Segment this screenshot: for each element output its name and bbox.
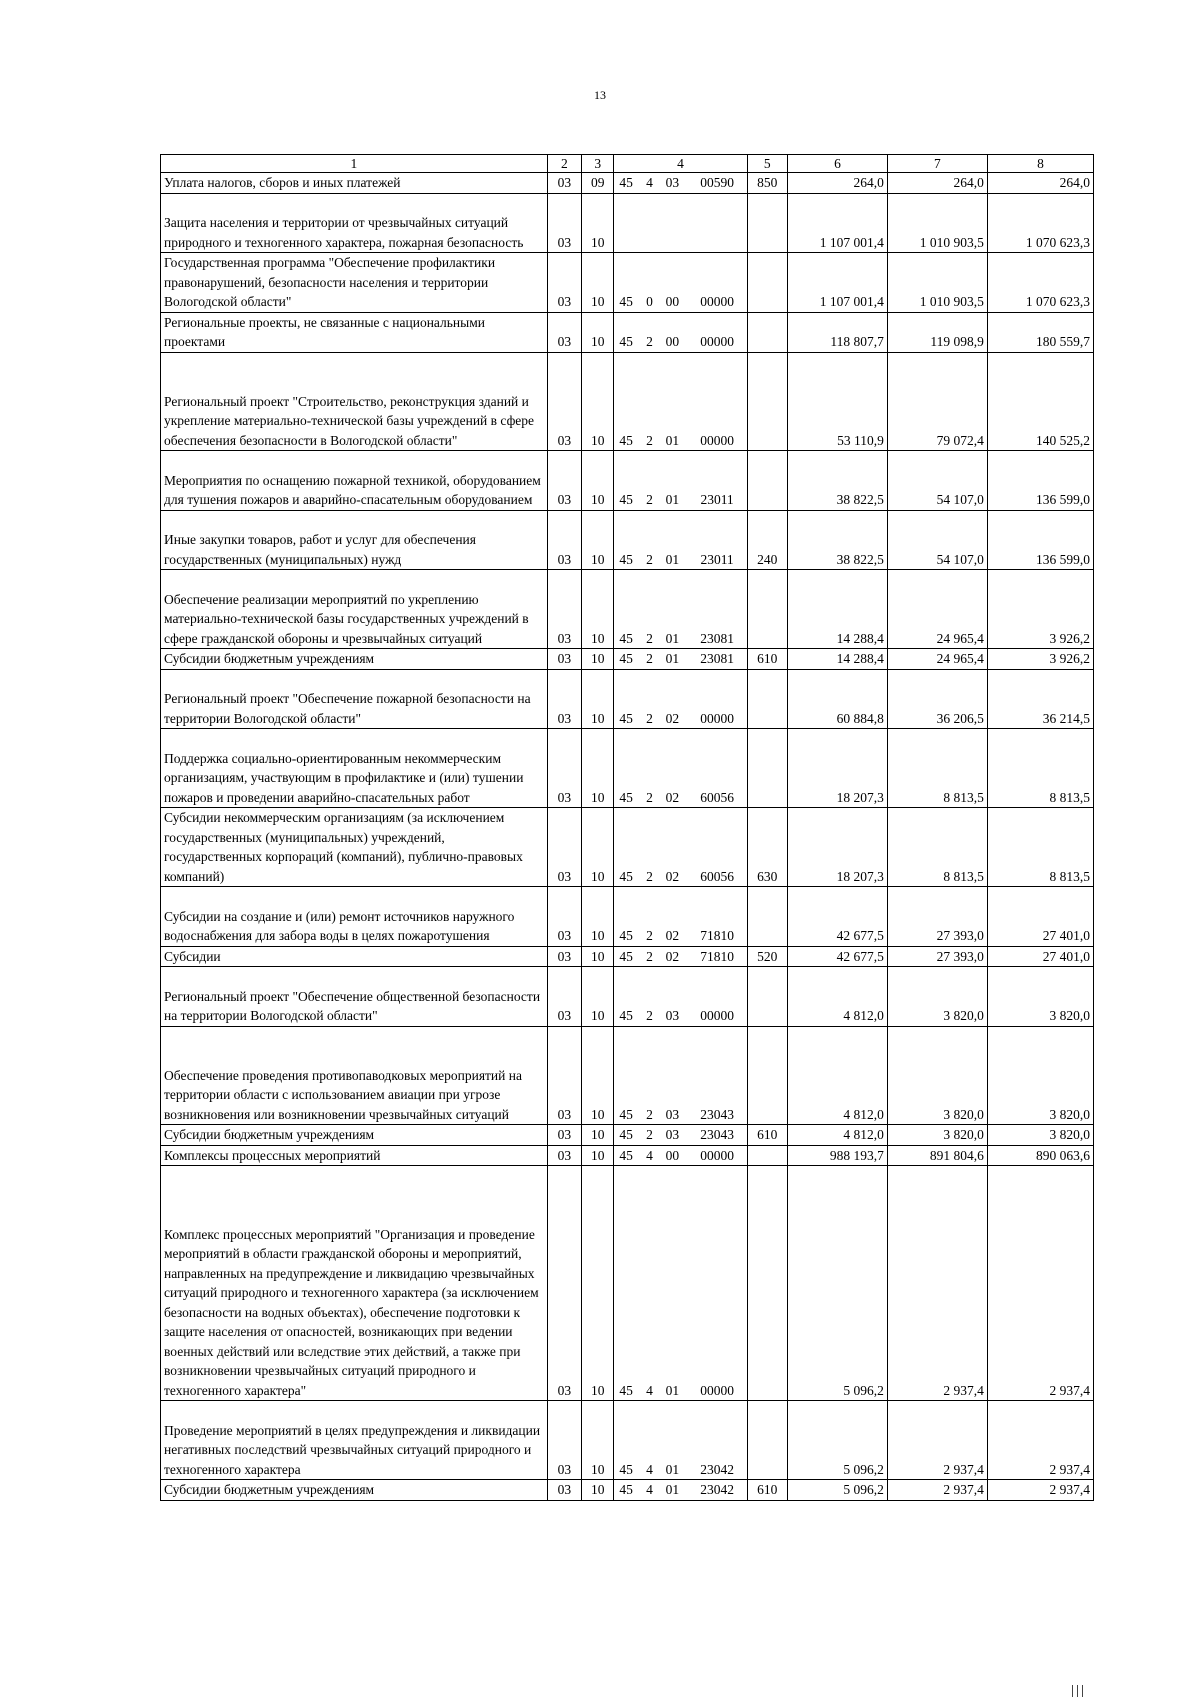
target-code-type: 4 <box>644 1480 657 1501</box>
target-code-program: 45 <box>614 451 644 511</box>
target-code-structure: 03 <box>657 1125 687 1146</box>
section-code: 03 <box>547 173 581 194</box>
header-cell: 2 <box>547 155 581 173</box>
amount-year-1: 18 207,3 <box>787 729 887 808</box>
amount-year-2: 27 393,0 <box>887 887 987 947</box>
section-code: 03 <box>547 1145 581 1166</box>
amount-year-2: 36 206,5 <box>887 669 987 729</box>
amount-year-3: 180 559,7 <box>987 312 1093 352</box>
table-row <box>161 352 1094 451</box>
subsection-code: 10 <box>582 312 614 352</box>
amount-year-1: 5 096,2 <box>787 1166 887 1401</box>
expense-type-code <box>747 1166 787 1401</box>
target-code-direction: 23042 <box>688 1480 748 1501</box>
row-name: Субсидии бюджетным учреждениям <box>161 1480 548 1501</box>
row-name: Субсидии <box>161 946 548 967</box>
target-code-type: 4 <box>644 1145 657 1166</box>
target-code-program: 45 <box>614 1166 644 1401</box>
amount-year-2: 27 393,0 <box>887 946 987 967</box>
section-code: 03 <box>547 1401 581 1480</box>
subsection-code: 10 <box>582 649 614 670</box>
target-code-program: 45 <box>614 729 644 808</box>
section-code: 03 <box>547 193 581 253</box>
table-row <box>161 967 1094 1027</box>
amount-year-1: 4 812,0 <box>787 967 887 1027</box>
subsection-code: 10 <box>582 729 614 808</box>
target-code-direction: 00000 <box>688 1166 748 1401</box>
subsection-code: 10 <box>582 451 614 511</box>
table-row <box>161 1125 1094 1146</box>
target-code-structure: 03 <box>657 173 687 194</box>
section-code: 03 <box>547 451 581 511</box>
target-code-program: 45 <box>614 669 644 729</box>
amount-year-2: 3 820,0 <box>887 1026 987 1125</box>
amount-year-3: 890 063,6 <box>987 1145 1093 1166</box>
section-code: 03 <box>547 510 581 570</box>
target-code-program: 45 <box>614 887 644 947</box>
table-row <box>161 570 1094 649</box>
table-row <box>161 729 1094 808</box>
amount-year-1: 118 807,7 <box>787 312 887 352</box>
table-row <box>161 1166 1094 1401</box>
amount-year-2: 8 813,5 <box>887 808 987 887</box>
target-code-program <box>614 193 644 253</box>
target-code-structure: 01 <box>657 649 687 670</box>
table-row <box>161 451 1094 511</box>
target-code-type: 2 <box>644 352 657 451</box>
target-code-type: 2 <box>644 1026 657 1125</box>
amount-year-2: 79 072,4 <box>887 352 987 451</box>
expense-type-code: 850 <box>747 173 787 194</box>
table-row <box>161 946 1094 967</box>
subsection-code: 10 <box>582 1125 614 1146</box>
target-code-direction: 23011 <box>688 510 748 570</box>
target-code-direction: 00000 <box>688 1145 748 1166</box>
amount-year-2: 8 813,5 <box>887 729 987 808</box>
amount-year-2: 54 107,0 <box>887 510 987 570</box>
section-code: 03 <box>547 312 581 352</box>
amount-year-3: 36 214,5 <box>987 669 1093 729</box>
target-code-direction: 23043 <box>688 1125 748 1146</box>
amount-year-3: 8 813,5 <box>987 808 1093 887</box>
target-code-type: 0 <box>644 253 657 313</box>
expense-type-code: 610 <box>747 1480 787 1501</box>
amount-year-2: 119 098,9 <box>887 312 987 352</box>
amount-year-1: 53 110,9 <box>787 352 887 451</box>
amount-year-1: 4 812,0 <box>787 1125 887 1146</box>
amount-year-3: 2 937,4 <box>987 1480 1093 1501</box>
target-code-direction: 23081 <box>688 570 748 649</box>
header-cell: 8 <box>987 155 1093 173</box>
table-row <box>161 1401 1094 1480</box>
amount-year-3: 136 599,0 <box>987 510 1093 570</box>
amount-year-2: 2 937,4 <box>887 1401 987 1480</box>
amount-year-1: 42 677,5 <box>787 887 887 947</box>
row-name: Обеспечение проведения противопаводковых мероприятий на территории области с использованием авиации при угрозе возникновения или возникновении чрезвычайных ситуаций <box>161 1026 548 1125</box>
target-code-structure: 03 <box>657 967 687 1027</box>
table-row <box>161 173 1094 194</box>
row-name: Комплекс процессных мероприятий "Организация и проведение мероприятий в области гражданской обороны и мероприятий, направленных на предупреждение и ликвидацию чрезвычайных ситуаций природного и техногенного характера (за исключением безопасности на водных объектах), обеспечение подготовки к защите населения от опасностей, возникающих при ведении военных действий или вследствие этих действий, а также при возникновении чрезвычайных ситуаций природного и техногенного характера" <box>161 1166 548 1401</box>
target-code-program: 45 <box>614 946 644 967</box>
amount-year-1: 5 096,2 <box>787 1480 887 1501</box>
subsection-code: 10 <box>582 1401 614 1480</box>
amount-year-2: 264,0 <box>887 173 987 194</box>
section-code: 03 <box>547 1026 581 1125</box>
header-cell: 7 <box>887 155 987 173</box>
page-number: 13 <box>594 88 606 102</box>
row-name: Субсидии некоммерческим организациям (за исключением государственных (муниципальных) учреждений, государственных корпораций (компаний), публично-правовых компаний) <box>161 808 548 887</box>
table-row <box>161 1480 1094 1501</box>
amount-year-3: 3 820,0 <box>987 1125 1093 1146</box>
target-code-structure: 01 <box>657 1480 687 1501</box>
row-name: Субсидии бюджетным учреждениям <box>161 1125 548 1146</box>
target-code-type: 4 <box>644 173 657 194</box>
target-code-type: 2 <box>644 808 657 887</box>
section-code: 03 <box>547 729 581 808</box>
section-code: 03 <box>547 1125 581 1146</box>
target-code-structure: 02 <box>657 887 687 947</box>
expense-type-code <box>747 887 787 947</box>
header-cell: 4 <box>614 155 747 173</box>
expense-type-code <box>747 312 787 352</box>
amount-year-1: 1 107 001,4 <box>787 253 887 313</box>
target-code-structure: 00 <box>657 253 687 313</box>
target-code-direction: 71810 <box>688 946 748 967</box>
row-name: Обеспечение реализации мероприятий по укреплению материально-технической базы государственных учреждений в сфере гражданской обороны и чрезвычайных ситуаций <box>161 570 548 649</box>
target-code-structure <box>657 193 687 253</box>
amount-year-3: 3 926,2 <box>987 570 1093 649</box>
expense-type-code <box>747 451 787 511</box>
amount-year-3: 140 525,2 <box>987 352 1093 451</box>
row-name: Уплата налогов, сборов и иных платежей <box>161 173 548 194</box>
amount-year-1: 1 107 001,4 <box>787 193 887 253</box>
row-name: Региональный проект "Строительство, реконструкция зданий и укрепление материально-технической базы учреждений в сфере обеспечения безопасности в Вологодской области" <box>161 352 548 451</box>
amount-year-3: 136 599,0 <box>987 451 1093 511</box>
amount-year-3: 3 820,0 <box>987 1026 1093 1125</box>
amount-year-1: 988 193,7 <box>787 1145 887 1166</box>
amount-year-2: 3 820,0 <box>887 1125 987 1146</box>
expense-type-code <box>747 1401 787 1480</box>
row-name: Региональные проекты, не связанные с национальными проектами <box>161 312 548 352</box>
target-code-structure: 00 <box>657 312 687 352</box>
table-row <box>161 253 1094 313</box>
expense-type-code: 610 <box>747 649 787 670</box>
target-code-program: 45 <box>614 1026 644 1125</box>
target-code-structure: 01 <box>657 352 687 451</box>
expense-type-code <box>747 253 787 313</box>
target-code-structure: 02 <box>657 729 687 808</box>
target-code-program: 45 <box>614 1145 644 1166</box>
target-code-type: 4 <box>644 1401 657 1480</box>
scan-mark <box>1072 1684 1094 1696</box>
target-code-type: 2 <box>644 649 657 670</box>
target-code-program: 45 <box>614 808 644 887</box>
target-code-program: 45 <box>614 1125 644 1146</box>
target-code-structure: 01 <box>657 510 687 570</box>
row-name: Государственная программа "Обеспечение профилактики правонарушений, безопасности населения и территории Вологодской области" <box>161 253 548 313</box>
target-code-structure: 01 <box>657 1401 687 1480</box>
target-code-program: 45 <box>614 253 644 313</box>
target-code-type: 2 <box>644 729 657 808</box>
section-code: 03 <box>547 808 581 887</box>
header-cell: 6 <box>787 155 887 173</box>
amount-year-1: 60 884,8 <box>787 669 887 729</box>
target-code-direction: 00000 <box>688 352 748 451</box>
target-code-type: 2 <box>644 967 657 1027</box>
amount-year-3: 2 937,4 <box>987 1166 1093 1401</box>
row-name: Иные закупки товаров, работ и услуг для обеспечения государственных (муниципальных) нужд <box>161 510 548 570</box>
header-cell: 3 <box>582 155 614 173</box>
target-code-direction <box>688 193 748 253</box>
target-code-direction: 00000 <box>688 967 748 1027</box>
target-code-type: 2 <box>644 570 657 649</box>
table-row <box>161 1026 1094 1125</box>
header-cell: 1 <box>161 155 548 173</box>
amount-year-1: 38 822,5 <box>787 510 887 570</box>
amount-year-1: 38 822,5 <box>787 451 887 511</box>
expense-type-code <box>747 352 787 451</box>
subsection-code: 10 <box>582 887 614 947</box>
amount-year-1: 264,0 <box>787 173 887 194</box>
subsection-code: 10 <box>582 808 614 887</box>
amount-year-2: 2 937,4 <box>887 1166 987 1401</box>
target-code-program: 45 <box>614 967 644 1027</box>
subsection-code: 09 <box>582 173 614 194</box>
target-code-type: 4 <box>644 1166 657 1401</box>
target-code-structure: 02 <box>657 669 687 729</box>
expense-type-code <box>747 1026 787 1125</box>
target-code-program: 45 <box>614 570 644 649</box>
subsection-code: 10 <box>582 669 614 729</box>
amount-year-3: 3 820,0 <box>987 967 1093 1027</box>
section-code: 03 <box>547 1480 581 1501</box>
subsection-code: 10 <box>582 1166 614 1401</box>
row-name: Комплексы процессных мероприятий <box>161 1145 548 1166</box>
expense-type-code: 240 <box>747 510 787 570</box>
row-name: Проведение мероприятий в целях предупреждения и ликвидации негативных последствий чрезвычайных ситуаций природного и техногенного характера <box>161 1401 548 1480</box>
amount-year-2: 891 804,6 <box>887 1145 987 1166</box>
target-code-direction: 00000 <box>688 669 748 729</box>
table-row <box>161 312 1094 352</box>
subsection-code: 10 <box>582 193 614 253</box>
target-code-type: 2 <box>644 510 657 570</box>
expense-type-code: 610 <box>747 1125 787 1146</box>
expense-type-code <box>747 193 787 253</box>
table-row <box>161 808 1094 887</box>
target-code-direction: 60056 <box>688 808 748 887</box>
amount-year-3: 264,0 <box>987 173 1093 194</box>
target-code-program: 45 <box>614 312 644 352</box>
amount-year-2: 3 820,0 <box>887 967 987 1027</box>
expense-type-code <box>747 570 787 649</box>
row-name: Поддержка социально-ориентированным некоммерческим организациям, участвующим в профилактике и (или) тушении пожаров и проведении аварийно-спасательных работ <box>161 729 548 808</box>
row-name: Региональный проект "Обеспечение пожарной безопасности на территории Вологодской области" <box>161 669 548 729</box>
table-row <box>161 887 1094 947</box>
target-code-program: 45 <box>614 1401 644 1480</box>
subsection-code: 10 <box>582 510 614 570</box>
row-name: Субсидии бюджетным учреждениям <box>161 649 548 670</box>
amount-year-3: 8 813,5 <box>987 729 1093 808</box>
target-code-direction: 00000 <box>688 253 748 313</box>
target-code-structure: 01 <box>657 451 687 511</box>
amount-year-2: 2 937,4 <box>887 1480 987 1501</box>
section-code: 03 <box>547 887 581 947</box>
target-code-program: 45 <box>614 649 644 670</box>
amount-year-1: 14 288,4 <box>787 570 887 649</box>
section-code: 03 <box>547 649 581 670</box>
amount-year-3: 2 937,4 <box>987 1401 1093 1480</box>
row-name: Региональный проект "Обеспечение общественной безопасности на территории Вологодской области" <box>161 967 548 1027</box>
table-row <box>161 669 1094 729</box>
target-code-program: 45 <box>614 510 644 570</box>
section-code: 03 <box>547 967 581 1027</box>
amount-year-1: 42 677,5 <box>787 946 887 967</box>
amount-year-2: 24 965,4 <box>887 570 987 649</box>
subsection-code: 10 <box>582 1026 614 1125</box>
target-code-direction: 23043 <box>688 1026 748 1125</box>
target-code-type <box>644 193 657 253</box>
target-code-structure: 01 <box>657 570 687 649</box>
table-row <box>161 193 1094 253</box>
amount-year-3: 1 070 623,3 <box>987 193 1093 253</box>
subsection-code: 10 <box>582 352 614 451</box>
header-row <box>161 155 1094 173</box>
row-name: Защита населения и территории от чрезвычайных ситуаций природного и техногенного характера, пожарная безопасность <box>161 193 548 253</box>
target-code-direction: 00000 <box>688 312 748 352</box>
amount-year-3: 1 070 623,3 <box>987 253 1093 313</box>
expense-type-code <box>747 669 787 729</box>
amount-year-2: 54 107,0 <box>887 451 987 511</box>
target-code-direction: 23081 <box>688 649 748 670</box>
target-code-structure: 02 <box>657 946 687 967</box>
section-code: 03 <box>547 352 581 451</box>
target-code-structure: 00 <box>657 1145 687 1166</box>
amount-year-1: 4 812,0 <box>787 1026 887 1125</box>
header-cell: 5 <box>747 155 787 173</box>
section-code: 03 <box>547 1166 581 1401</box>
section-code: 03 <box>547 669 581 729</box>
target-code-program: 45 <box>614 1480 644 1501</box>
table-row <box>161 510 1094 570</box>
subsection-code: 10 <box>582 1145 614 1166</box>
target-code-type: 2 <box>644 887 657 947</box>
amount-year-3: 3 926,2 <box>987 649 1093 670</box>
expense-type-code: 520 <box>747 946 787 967</box>
subsection-code: 10 <box>582 967 614 1027</box>
section-code: 03 <box>547 570 581 649</box>
amount-year-1: 18 207,3 <box>787 808 887 887</box>
subsection-code: 10 <box>582 570 614 649</box>
subsection-code: 10 <box>582 946 614 967</box>
target-code-direction: 00590 <box>688 173 748 194</box>
target-code-type: 2 <box>644 669 657 729</box>
target-code-direction: 71810 <box>688 887 748 947</box>
target-code-direction: 23011 <box>688 451 748 511</box>
amount-year-2: 1 010 903,5 <box>887 253 987 313</box>
target-code-structure: 03 <box>657 1026 687 1125</box>
row-name: Субсидии на создание и (или) ремонт источников наружного водоснабжения для забора воды в целях пожаротушения <box>161 887 548 947</box>
subsection-code: 10 <box>582 253 614 313</box>
amount-year-1: 14 288,4 <box>787 649 887 670</box>
row-name: Мероприятия по оснащению пожарной техникой, оборудованием для тушения пожаров и аварийно-спасательным оборудованием <box>161 451 548 511</box>
expense-type-code <box>747 967 787 1027</box>
target-code-structure: 01 <box>657 1166 687 1401</box>
amount-year-2: 1 010 903,5 <box>887 193 987 253</box>
expense-type-code: 630 <box>747 808 787 887</box>
target-code-type: 2 <box>644 451 657 511</box>
amount-year-3: 27 401,0 <box>987 946 1093 967</box>
table-row <box>161 649 1094 670</box>
budget-table <box>160 154 1094 1501</box>
subsection-code: 10 <box>582 1480 614 1501</box>
expense-type-code <box>747 1145 787 1166</box>
amount-year-1: 5 096,2 <box>787 1401 887 1480</box>
target-code-type: 2 <box>644 1125 657 1146</box>
target-code-program: 45 <box>614 173 644 194</box>
target-code-direction: 23042 <box>688 1401 748 1480</box>
section-code: 03 <box>547 253 581 313</box>
target-code-program: 45 <box>614 352 644 451</box>
expense-type-code <box>747 729 787 808</box>
table-row <box>161 1145 1094 1166</box>
target-code-type: 2 <box>644 312 657 352</box>
target-code-structure: 02 <box>657 808 687 887</box>
amount-year-3: 27 401,0 <box>987 887 1093 947</box>
section-code: 03 <box>547 946 581 967</box>
amount-year-2: 24 965,4 <box>887 649 987 670</box>
target-code-type: 2 <box>644 946 657 967</box>
target-code-direction: 60056 <box>688 729 748 808</box>
